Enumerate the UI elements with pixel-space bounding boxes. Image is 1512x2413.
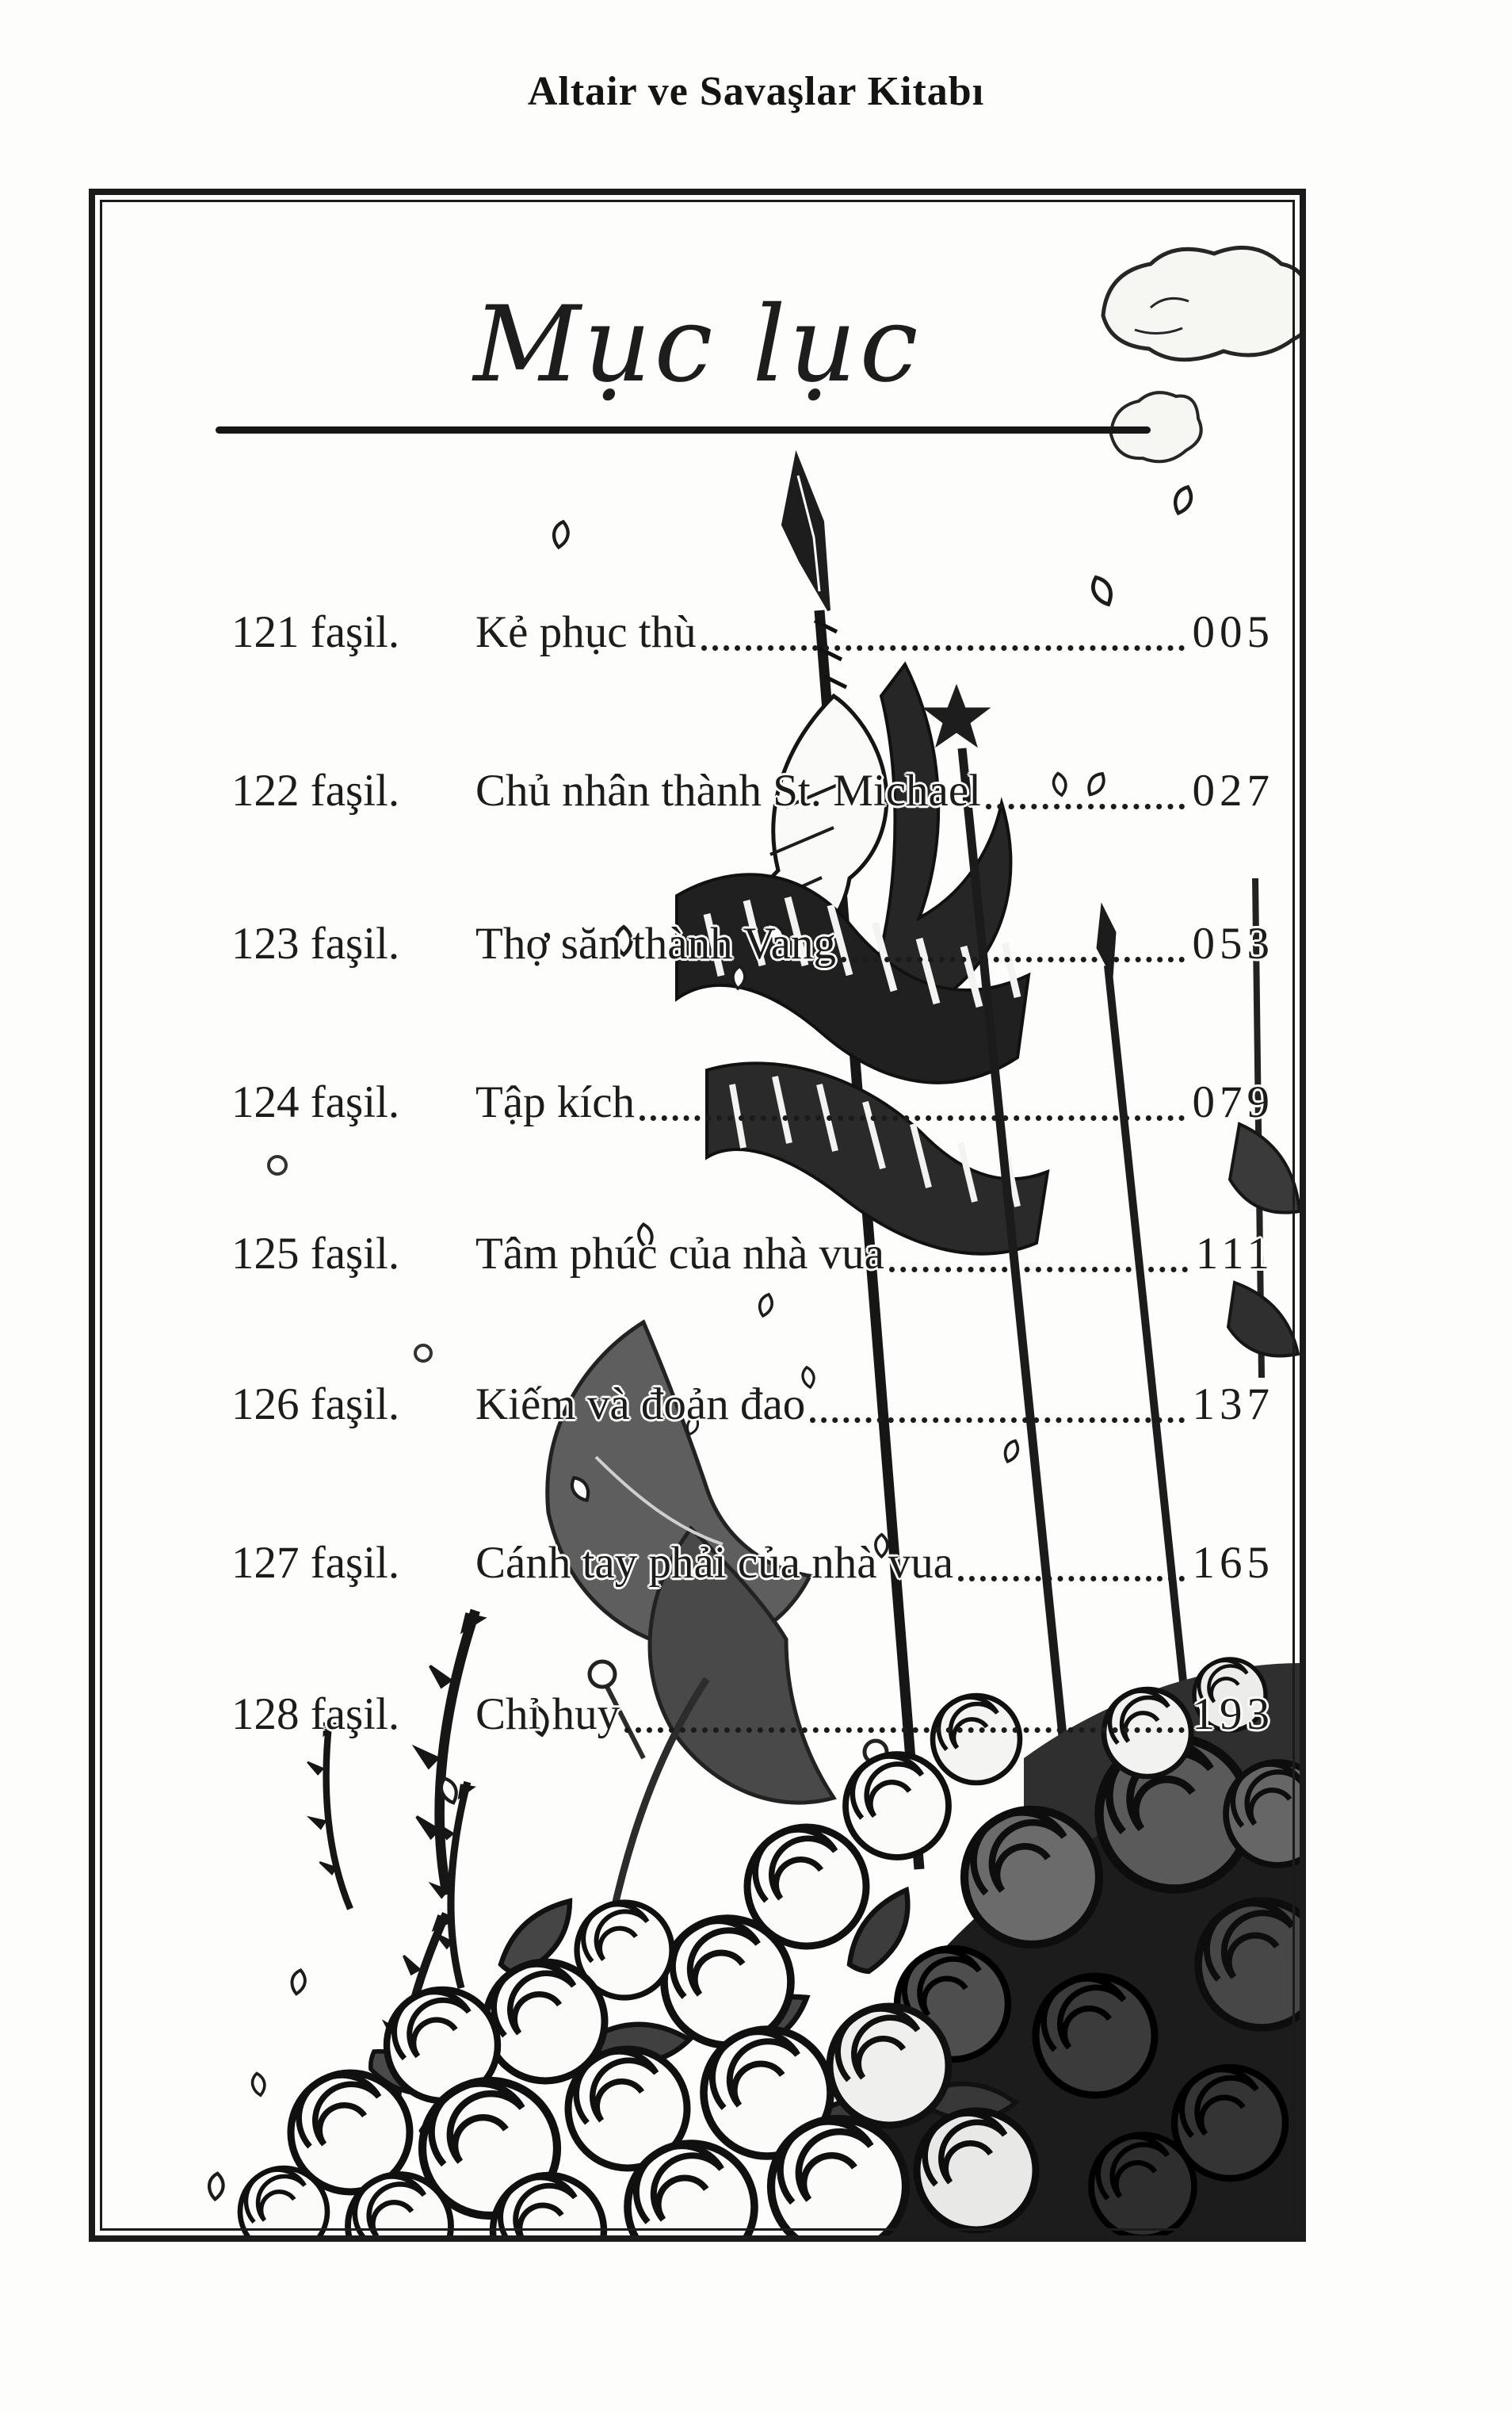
chapter-title: Chỉ huy [475,1689,620,1739]
chapter-title: Tâm phúc của nhà vua [475,1229,884,1279]
toc-row [231,604,1274,662]
chapter-title: Kiếm và đoản đao [475,1379,806,1429]
toc-row [231,1376,1274,1434]
chapter-label: 127 faşil. [231,1538,400,1588]
chapter-title: Chủ nhân thành St. Michael [475,766,981,816]
page-number: 165 [1192,1538,1274,1588]
chapter-title: Tập kích [475,1077,636,1127]
page-number: 193 [1192,1689,1274,1739]
dot-leader [701,644,1185,651]
dot-leader [958,1574,1184,1581]
toc-row [231,1226,1274,1283]
page-title: Mục lục [473,284,922,406]
chapter-label: 121 faşil. [231,607,400,657]
book-header-title: Altair ve Savaşlar Kitabı [527,69,985,114]
chapter-label: 123 faşil. [231,919,400,969]
chapter-label: 128 faşil. [231,1689,400,1739]
toc-row [231,1686,1274,1744]
dot-leader [986,802,1185,809]
toc-artwork [89,189,1306,2242]
chapter-title: Cánh tay phải của nhà vua [475,1538,954,1588]
chapter-title: Thợ săn thành Vang [475,919,836,969]
dot-leader [810,1416,1184,1423]
chapter-label: 122 faşil. [231,766,400,816]
chapter-label: 126 faşil. [231,1379,400,1429]
title-rule [216,426,1151,434]
dot-leader [841,955,1185,962]
dot-leader [640,1114,1184,1121]
toc-row [231,916,1274,973]
page-number: 027 [1192,766,1274,816]
page-number: 111 [1195,1229,1274,1279]
chapter-title: Kẻ phục thù [475,607,697,657]
content-frame [89,189,1306,2242]
dot-leader [889,1265,1188,1272]
dot-leader [624,1726,1184,1733]
page-number: 053 [1192,919,1274,969]
toc-row [231,1074,1274,1132]
page-number: 005 [1192,607,1274,657]
toc-row [231,763,1274,820]
toc-row [231,1535,1274,1593]
chapter-label: 125 faşil. [231,1229,400,1279]
chapter-label: 124 faşil. [231,1077,400,1127]
page-number: 137 [1192,1379,1274,1429]
page-number: 079 [1192,1077,1274,1127]
